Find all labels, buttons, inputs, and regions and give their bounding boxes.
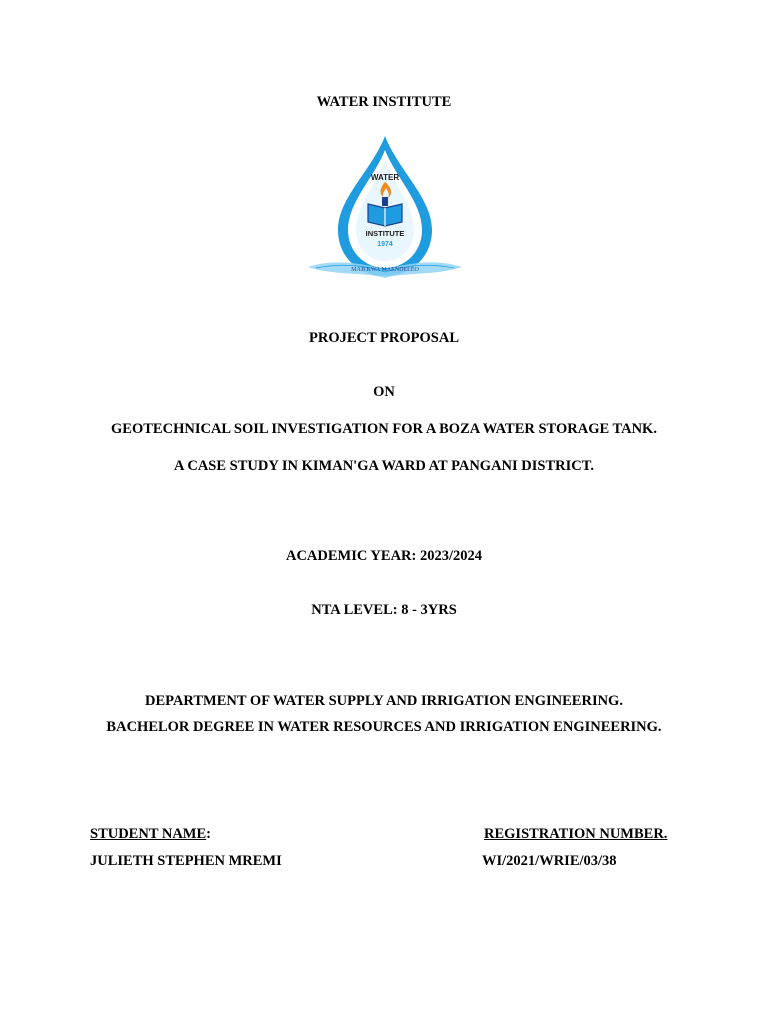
logo-top-text: WATER [370, 173, 400, 182]
academic-year: ACADEMIC YEAR: 2023/2024 [285, 548, 482, 564]
department-name: DEPARTMENT OF WATER SUPPLY AND IRRIGATION ENGINEERING. [145, 693, 623, 709]
student-name-label-row [90, 826, 211, 843]
project-topic: GEOTECHNICAL SOIL INVESTIGATION FOR A BOZA WATER STORAGE TANK. [111, 421, 657, 437]
institution-name: WATER INSTITUTE [316, 94, 452, 110]
logo-bottom-text: INSTITUTE [365, 229, 405, 238]
logo-motto: MAJI KWA MAENDELEO [351, 267, 419, 273]
student-name-value: JULIETH STEPHEN MREMI [90, 853, 282, 869]
nta-level: NTA LEVEL: 8 - 3YRS [311, 602, 457, 618]
case-study: A CASE STUDY IN KIMAN'GA WARD AT PANGANI DISTRICT. [174, 458, 594, 474]
student-name-colon: : [206, 826, 211, 842]
proposal-heading: PROJECT PROPOSAL [309, 330, 459, 346]
water-institute-logo [306, 130, 464, 282]
student-name-label: STUDENT NAME [90, 826, 207, 842]
registration-number-label: REGISTRATION NUMBER. [484, 826, 668, 842]
on-heading: ON [373, 384, 395, 400]
registration-number-value: WI/2021/WRIE/03/38 [482, 853, 617, 869]
logo-year: 1974 [377, 241, 393, 248]
degree-name: BACHELOR DEGREE IN WATER RESOURCES AND IRRIGATION ENGINEERING. [106, 719, 662, 735]
